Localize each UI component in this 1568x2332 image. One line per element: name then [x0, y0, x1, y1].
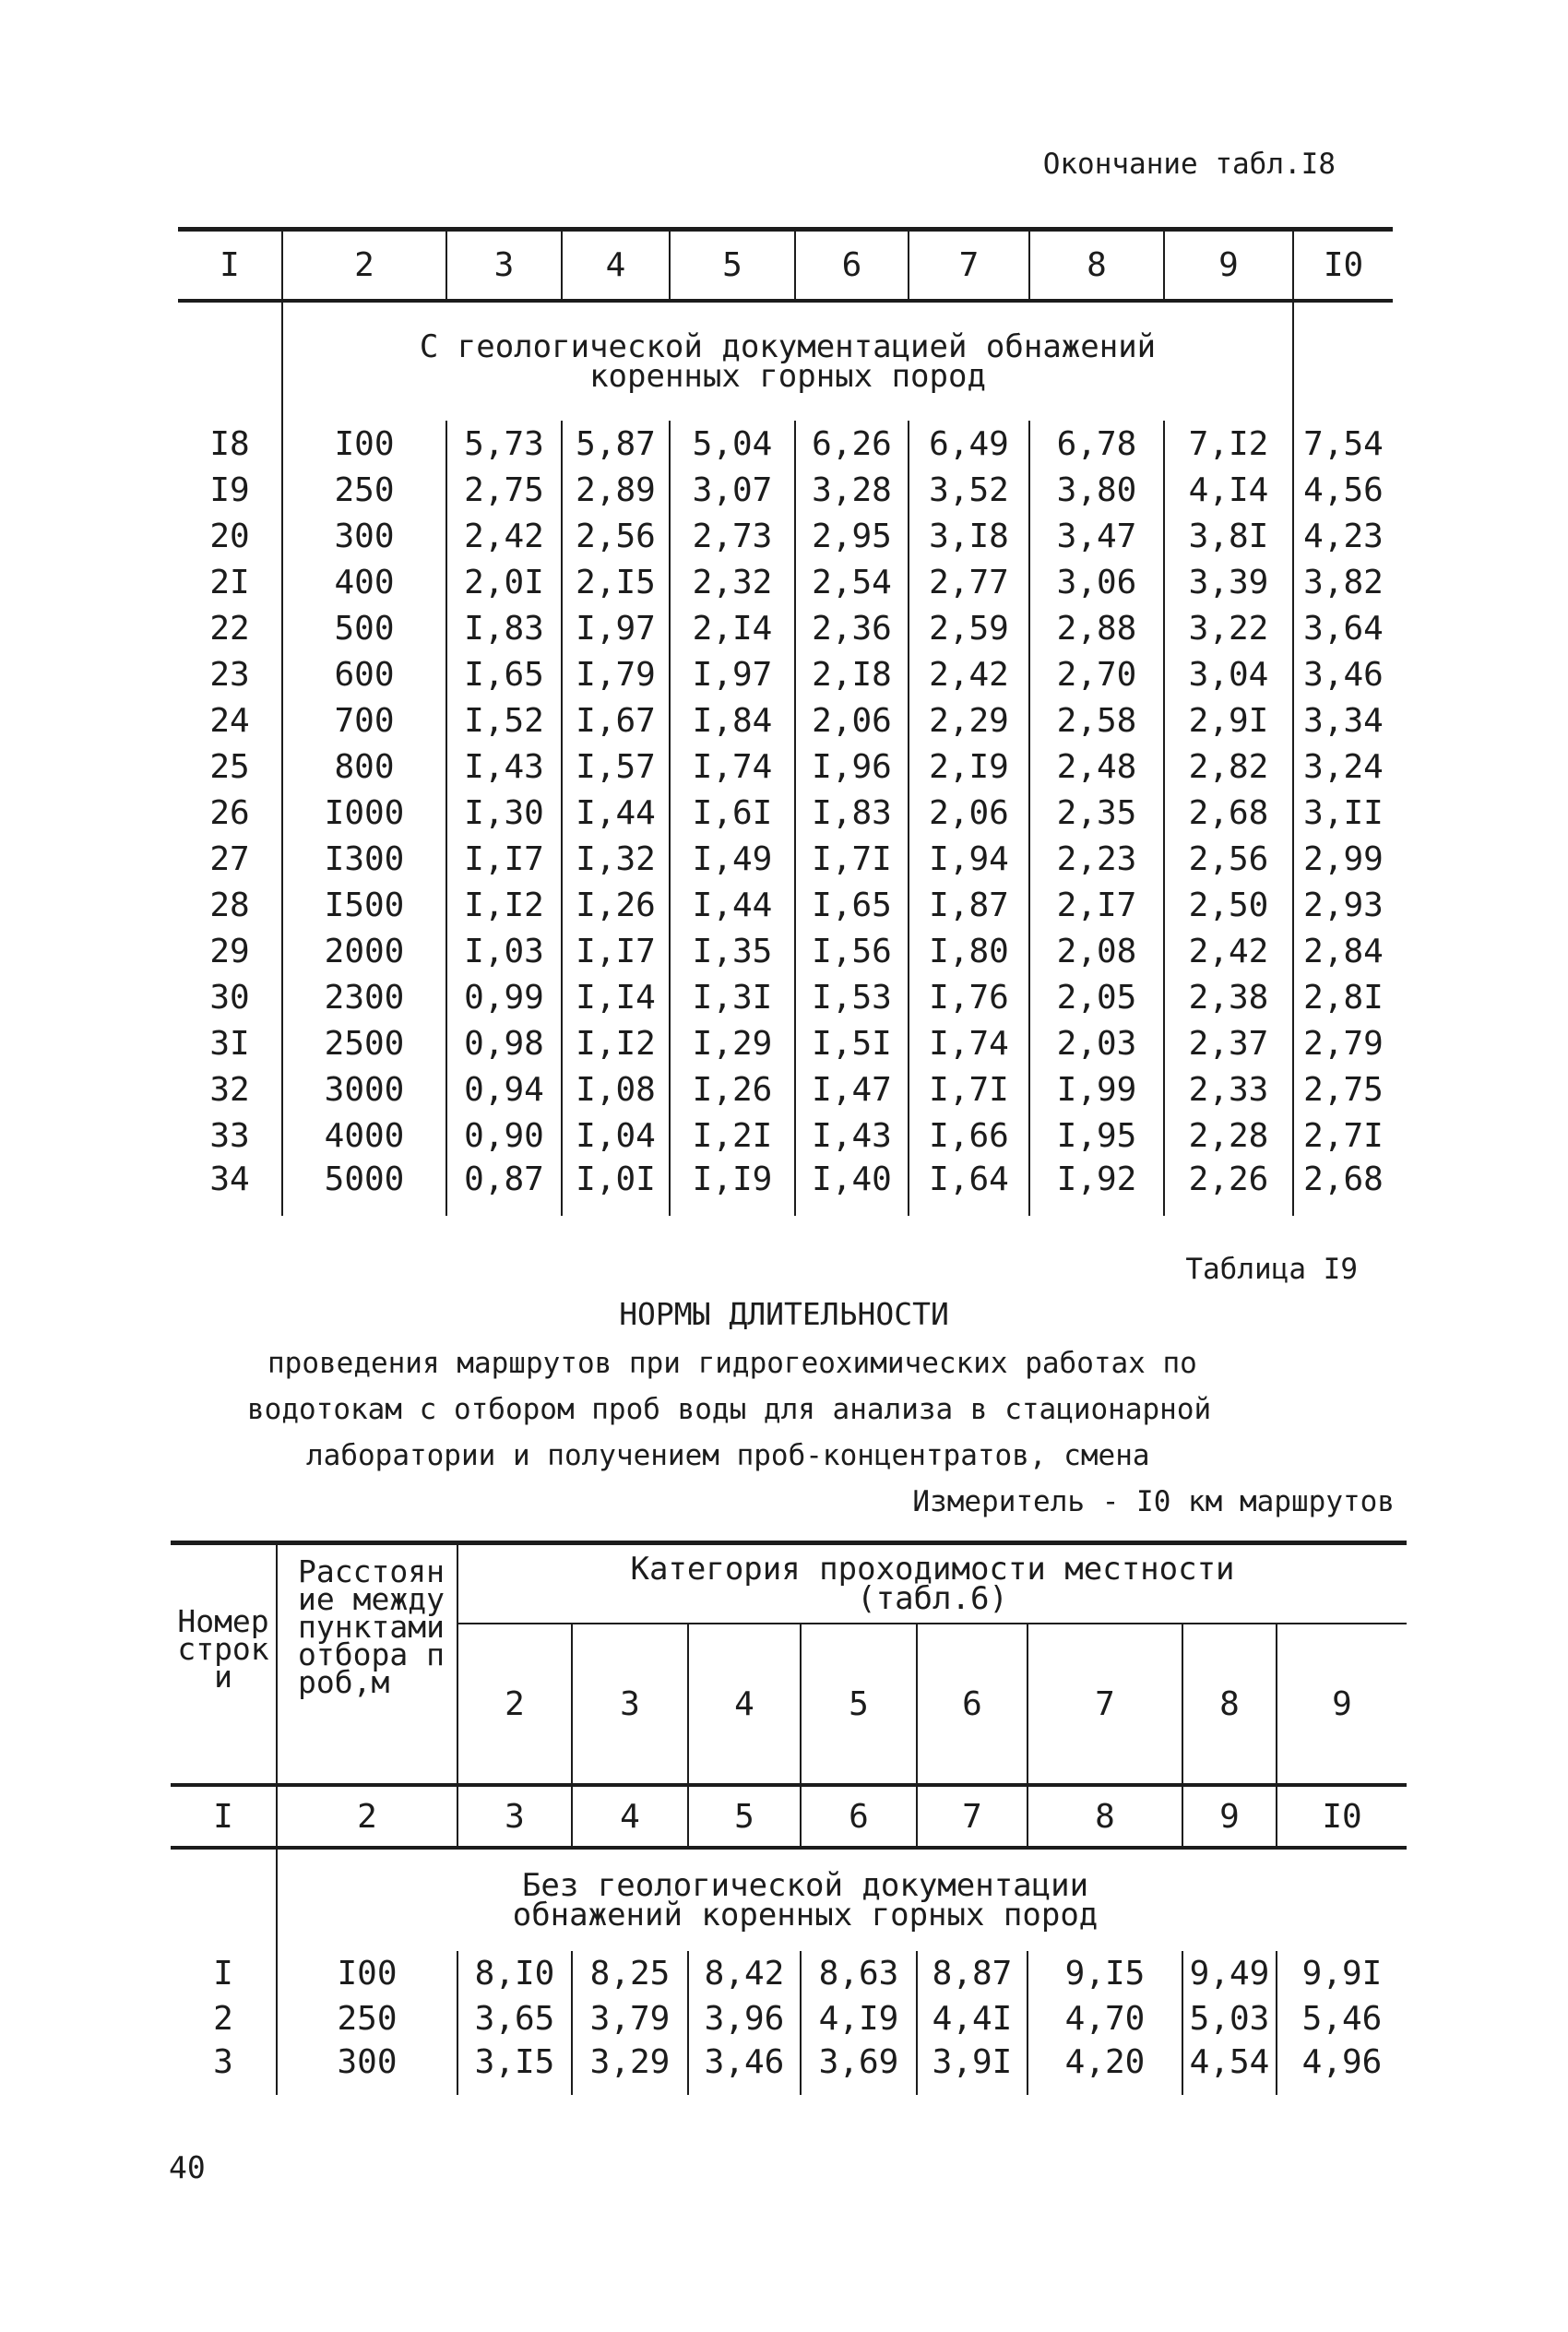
table18-cell: 6,78 — [1029, 421, 1164, 467]
table18-cell: I000 — [282, 790, 446, 836]
table18-cell: I,35 — [670, 928, 795, 974]
table18-cell: I,95 — [1029, 1112, 1164, 1159]
table19-subtitle-line: лаборатории и получением проб-концентратов, смена — [306, 1439, 1150, 1472]
table19-label: Таблица I9 — [1185, 1253, 1358, 1286]
table18-cell: I,49 — [670, 836, 795, 882]
table18-cell: I,65 — [446, 651, 562, 697]
table18-header-cell: 5 — [670, 230, 795, 302]
table18-cell: 5,73 — [446, 421, 562, 467]
table18-cell: 3,24 — [1293, 744, 1393, 790]
table19-category-cell: 9 — [1277, 1624, 1407, 1785]
table19-cell: 8,87 — [917, 1951, 1028, 1996]
table18-cell: 2,89 — [562, 467, 670, 513]
table18-cell: 800 — [282, 744, 446, 790]
table18-cell: 2,7I — [1293, 1112, 1393, 1159]
table18-cell: 0,90 — [446, 1112, 562, 1159]
table19-number-cell: 4 — [572, 1785, 688, 1848]
table18-cell: 3,39 — [1164, 559, 1293, 605]
table18-cell: 2,93 — [1293, 882, 1393, 928]
table18-cell: I,04 — [562, 1112, 670, 1159]
table18-cell: I,I7 — [562, 928, 670, 974]
table18-cell: I,47 — [795, 1066, 909, 1112]
table19-cell: 9,I5 — [1028, 1951, 1182, 1996]
table19-category-cell: 5 — [801, 1624, 917, 1785]
table18 — [178, 227, 1393, 1216]
table18-cell: 2,42 — [1164, 928, 1293, 974]
table18-caption: Окончание табл.I8 — [1042, 148, 1336, 181]
table18-cell: I,87 — [909, 882, 1029, 928]
table18-row — [178, 421, 1393, 467]
table18-cell: 3,28 — [795, 467, 909, 513]
table19-blank-cell — [171, 1848, 277, 1951]
table18-row — [178, 1066, 1393, 1112]
table18-cell: I,53 — [795, 974, 909, 1020]
table19-cell: 8,I0 — [457, 1951, 572, 1996]
table18-cell: 2,33 — [1164, 1066, 1293, 1112]
table19-row — [171, 1951, 1407, 1996]
table18-row — [178, 836, 1393, 882]
table18-cell: 2,36 — [795, 605, 909, 651]
table18-cell: 3,06 — [1029, 559, 1164, 605]
table18-cell: 4,I4 — [1164, 467, 1293, 513]
table18-cell: 5000 — [282, 1159, 446, 1216]
table18-cell: 2,75 — [1293, 1066, 1393, 1112]
table18-cell: I,74 — [909, 1020, 1029, 1066]
table18-cell: I,7I — [909, 1066, 1029, 1112]
table18-cell: 2,48 — [1029, 744, 1164, 790]
table18-cell: 2,37 — [1164, 1020, 1293, 1066]
table19-cell: 4,I9 — [801, 1996, 917, 2041]
table19-section-title: Без геологической документации обнажений коренных горных пород — [277, 1848, 1407, 1951]
table18-cell: 2,68 — [1293, 1159, 1393, 1216]
table18-cell: 2,75 — [446, 467, 562, 513]
table19-number-cell: 3 — [457, 1785, 572, 1848]
table18-cell: 700 — [282, 697, 446, 744]
table18-cell: 3,47 — [1029, 513, 1164, 559]
table19-title: НОРМЫ ДЛИТЕЛЬНОСТИ — [619, 1296, 949, 1332]
table19-subtitle-line: водотокам с отбором проб воды для анализа в стационарной — [247, 1393, 1212, 1426]
table18-cell: I,I7 — [446, 836, 562, 882]
table18-cell: 2,8I — [1293, 974, 1393, 1020]
table18-cell: I,56 — [795, 928, 909, 974]
table18-cell: 25 — [209, 747, 250, 786]
table19-row-number-header: Номер строки — [171, 1543, 277, 1786]
table19-category-header: Категория проходимости местности (табл.6) — [457, 1543, 1407, 1624]
table18-cell: 23 — [209, 655, 250, 694]
table18-row — [178, 651, 1393, 697]
table19-header-row — [171, 1543, 1407, 1624]
table18-cell: 3,64 — [1293, 605, 1393, 651]
table18-cell: 2,29 — [909, 697, 1029, 744]
table18-cell: 600 — [282, 651, 446, 697]
table18-cell: I,08 — [562, 1066, 670, 1112]
table18-row — [178, 605, 1393, 651]
table18-cell: 3,34 — [1293, 697, 1393, 744]
table18-cell: I,83 — [795, 790, 909, 836]
table18-cell: I,3I — [670, 974, 795, 1020]
table18-row — [178, 974, 1393, 1020]
table18-cell: 3,22 — [1164, 605, 1293, 651]
table18-cell: I,57 — [562, 744, 670, 790]
table18-cell: 2,73 — [670, 513, 795, 559]
table19-cell: 250 — [277, 1996, 457, 2041]
table18-cell: I,67 — [562, 697, 670, 744]
table18-cell: 4,56 — [1293, 467, 1393, 513]
table18-section-row — [178, 301, 1393, 421]
table18-cell: 2000 — [282, 928, 446, 974]
table18-cell: 2,42 — [909, 651, 1029, 697]
table18-cell: I500 — [282, 882, 446, 928]
table19-subtitle-line: проведения маршрутов при гидрогеохимических работах по — [267, 1347, 1197, 1380]
table18-cell: 26 — [209, 793, 250, 832]
table18-row — [178, 1112, 1393, 1159]
table19 — [171, 1541, 1407, 2095]
table18-header-cell: I0 — [1293, 230, 1393, 302]
table18-cell: 33 — [209, 1116, 250, 1155]
table18-header-cell: 4 — [562, 230, 670, 302]
table18-cell: I,I9 — [670, 1159, 795, 1216]
table18-cell: 0,98 — [446, 1020, 562, 1066]
table18-cell: I,44 — [562, 790, 670, 836]
table18-cell: 2,35 — [1029, 790, 1164, 836]
table18-cell: I00 — [282, 421, 446, 467]
table18-cell: I,97 — [670, 651, 795, 697]
table18-cell: 300 — [282, 513, 446, 559]
table18-row — [178, 1159, 1393, 1216]
table18-cell: 3I — [209, 1024, 250, 1063]
table18-cell: 6,49 — [909, 421, 1029, 467]
table18-cell: 24 — [209, 701, 250, 740]
table19-cell: 8,42 — [688, 1951, 801, 1996]
table18-cell: 7,54 — [1293, 421, 1393, 467]
table18-cell: 2,50 — [1164, 882, 1293, 928]
table18-cell: I,99 — [1029, 1066, 1164, 1112]
table18-blank-cell — [178, 301, 282, 421]
table19-body — [171, 1951, 1407, 2095]
table18-section-title: С геологической документацией обнажений коренных горных пород — [419, 328, 1157, 395]
table18-cell: 3,8I — [1164, 513, 1293, 559]
table18-cell: I,43 — [446, 744, 562, 790]
table18-cell: 2,38 — [1164, 974, 1293, 1020]
table18-cell: I,I2 — [446, 882, 562, 928]
table18-cell: 2,28 — [1164, 1112, 1293, 1159]
table18-cell: 2,05 — [1029, 974, 1164, 1020]
table18-cell: I,29 — [670, 1020, 795, 1066]
table18-header-cell: 7 — [909, 230, 1029, 302]
table19-number-cell: 9 — [1182, 1785, 1277, 1848]
table18-cell: 6,26 — [795, 421, 909, 467]
table19-cell: 9,49 — [1182, 1951, 1277, 1996]
table18-cell: 30 — [209, 978, 250, 1017]
table18-cell: I,64 — [909, 1159, 1029, 1216]
table18-cell: 0,94 — [446, 1066, 562, 1112]
table18-cell: I,I4 — [562, 974, 670, 1020]
table19-section-row — [171, 1848, 1407, 1951]
table19-cell: 300 — [277, 2041, 457, 2095]
table18-cell: 3,52 — [909, 467, 1029, 513]
table18-cell: I300 — [282, 836, 446, 882]
table19-category-cell: 6 — [917, 1624, 1028, 1785]
table19-number-cell: 5 — [688, 1785, 801, 1848]
table18-cell: I,80 — [909, 928, 1029, 974]
table18-cell: 32 — [209, 1070, 250, 1109]
table19-cell: I00 — [277, 1951, 457, 1996]
table18-cell: I,92 — [1029, 1159, 1164, 1216]
table19-cell: 5,46 — [1277, 1996, 1407, 2041]
table18-cell: 2,56 — [562, 513, 670, 559]
table18-cell: 2,82 — [1164, 744, 1293, 790]
table18-cell: 22 — [209, 609, 250, 648]
table18-cell: I,26 — [562, 882, 670, 928]
table19-number-cell: 7 — [917, 1785, 1028, 1848]
table18-cell: 2,54 — [795, 559, 909, 605]
table18-cell: 3,04 — [1164, 651, 1293, 697]
table19-category-cell: 3 — [572, 1624, 688, 1785]
table18-row — [178, 790, 1393, 836]
table18-row — [178, 882, 1393, 928]
table18-blank-cell — [1293, 301, 1393, 421]
table18-cell: 2,06 — [795, 697, 909, 744]
table18-cell: I,79 — [562, 651, 670, 697]
table18-cell: 3,82 — [1293, 559, 1393, 605]
table18-cell: 2I — [209, 563, 250, 601]
table18-cell: 28 — [209, 886, 250, 924]
table19-cell: 3,9I — [917, 2041, 1028, 2095]
table18-cell: 2,68 — [1164, 790, 1293, 836]
table19-cell: 4,96 — [1277, 2041, 1407, 2095]
table18-cell: 3,80 — [1029, 467, 1164, 513]
table18-cell: 29 — [209, 932, 250, 970]
table18-cell: I,32 — [562, 836, 670, 882]
table18-cell: 34 — [209, 1160, 250, 1198]
table18-cell: 2,99 — [1293, 836, 1393, 882]
table18-cell: 2,58 — [1029, 697, 1164, 744]
table19-number-cell: I0 — [1277, 1785, 1407, 1848]
table18-cell: I,30 — [446, 790, 562, 836]
table19-cell: 8,63 — [801, 1951, 917, 1996]
table18-cell: 2,88 — [1029, 605, 1164, 651]
table18-header-cell: 8 — [1029, 230, 1164, 302]
table19-number-row — [171, 1785, 1407, 1848]
table18-cell: 2,08 — [1029, 928, 1164, 974]
table19-number-cell: I — [171, 1785, 277, 1848]
table18-cell: 400 — [282, 559, 446, 605]
table18-cell: 2,23 — [1029, 836, 1164, 882]
table18-cell: 2,95 — [795, 513, 909, 559]
table18-cell: I,I2 — [562, 1020, 670, 1066]
table18-cell: 2,59 — [909, 605, 1029, 651]
table19-cell: 2 — [213, 2000, 233, 2038]
table18-cell: I,74 — [670, 744, 795, 790]
table18-body — [178, 421, 1393, 1216]
table19-cell: 3,69 — [801, 2041, 917, 2095]
table18-cell: 2,79 — [1293, 1020, 1393, 1066]
table18-cell: 3,I8 — [909, 513, 1029, 559]
table18-cell: 4000 — [282, 1112, 446, 1159]
table18-row — [178, 559, 1393, 605]
table18-header-cell: 9 — [1164, 230, 1293, 302]
table18-cell: I,5I — [795, 1020, 909, 1066]
table18-cell: I,76 — [909, 974, 1029, 1020]
table18-cell: I,83 — [446, 605, 562, 651]
table18-cell: I,65 — [795, 882, 909, 928]
table18-cell: 2300 — [282, 974, 446, 1020]
table18-cell: 3,07 — [670, 467, 795, 513]
table18-cell: 2,26 — [1164, 1159, 1293, 1216]
table18-row — [178, 928, 1393, 974]
table18-cell: 20 — [209, 517, 250, 555]
table18-row — [178, 697, 1393, 744]
table18-cell: 2,84 — [1293, 928, 1393, 974]
table18-cell: 0,87 — [446, 1159, 562, 1216]
table18-cell: I,84 — [670, 697, 795, 744]
table18-header-cell: 2 — [282, 230, 446, 302]
table18-cell: I,97 — [562, 605, 670, 651]
table18-cell: I,0I — [562, 1159, 670, 1216]
table18-cell: I,66 — [909, 1112, 1029, 1159]
table19-cell: 3,65 — [457, 1996, 572, 2041]
table18-cell: 2,03 — [1029, 1020, 1164, 1066]
table18-cell: 2,I7 — [1029, 882, 1164, 928]
table18-header-cell: I — [178, 230, 282, 302]
table18-cell: 250 — [282, 467, 446, 513]
table19-cell: 3,46 — [688, 2041, 801, 2095]
table18-cell: I,52 — [446, 697, 562, 744]
table19-row — [171, 2041, 1407, 2095]
table19-distance-header: Расстояние между пунктами отбора проб,м — [277, 1543, 457, 1786]
table18-cell: 2,I4 — [670, 605, 795, 651]
table18-cell: 3000 — [282, 1066, 446, 1112]
table19-cell: 3,79 — [572, 1996, 688, 2041]
table19-number-cell: 8 — [1028, 1785, 1182, 1848]
table18-row — [178, 467, 1393, 513]
table18-cell: I,03 — [446, 928, 562, 974]
table18-cell: 2,32 — [670, 559, 795, 605]
table18-cell: 2,I8 — [795, 651, 909, 697]
page-number: 40 — [169, 2149, 206, 2185]
table19-cell: 3 — [213, 2043, 233, 2081]
table18-row — [178, 1020, 1393, 1066]
table19-cell: 4,20 — [1028, 2041, 1182, 2095]
table19-cell: 3,I5 — [457, 2041, 572, 2095]
table19-cell: 4,70 — [1028, 1996, 1182, 2041]
table19-cell: I — [213, 1955, 233, 1993]
table18-cell: I,40 — [795, 1159, 909, 1216]
table18-cell: 5,04 — [670, 421, 795, 467]
table18-cell: 5,87 — [562, 421, 670, 467]
table19-category-cell: 8 — [1182, 1624, 1277, 1785]
table18-cell: 2,56 — [1164, 836, 1293, 882]
table19-cell: 4,4I — [917, 1996, 1028, 2041]
table18-cell: 2500 — [282, 1020, 446, 1066]
table19-cell: 3,29 — [572, 2041, 688, 2095]
table18-cell: I,96 — [795, 744, 909, 790]
table18-cell: 2,9I — [1164, 697, 1293, 744]
table18-cell: 2,0I — [446, 559, 562, 605]
table18-cell: 2,I9 — [909, 744, 1029, 790]
table19-unit: Измеритель - I0 км маршрутов — [912, 1485, 1395, 1518]
table18-cell: I,6I — [670, 790, 795, 836]
table18-cell: I,43 — [795, 1112, 909, 1159]
table19-category-cell: 2 — [457, 1624, 572, 1785]
table18-row — [178, 744, 1393, 790]
table18-cell: I,7I — [795, 836, 909, 882]
table19-number-cell: 2 — [277, 1785, 457, 1848]
table18-cell: I8 — [209, 424, 250, 463]
table18-cell: 500 — [282, 605, 446, 651]
table19-cell: 9,9I — [1277, 1951, 1407, 1996]
table19-row — [171, 1996, 1407, 2041]
table18-cell: 3,II — [1293, 790, 1393, 836]
table18-cell: I9 — [209, 470, 250, 509]
table18-cell: I,44 — [670, 882, 795, 928]
table18-row — [178, 513, 1393, 559]
table18-cell: 2,77 — [909, 559, 1029, 605]
table19-cell: 3,96 — [688, 1996, 801, 2041]
table19-number-cell: 6 — [801, 1785, 917, 1848]
table19-category-cell: 7 — [1028, 1624, 1182, 1785]
table18-header-cell: 6 — [795, 230, 909, 302]
table18-header-cell: 3 — [446, 230, 562, 302]
table18-cell: 2,I5 — [562, 559, 670, 605]
table18-cell: 2,70 — [1029, 651, 1164, 697]
table18-cell: 0,99 — [446, 974, 562, 1020]
table18-cell: 27 — [209, 839, 250, 878]
table19-category-cell: 4 — [688, 1624, 801, 1785]
table18-cell: 3,46 — [1293, 651, 1393, 697]
table18-cell: 4,23 — [1293, 513, 1393, 559]
table18-cell: 7,I2 — [1164, 421, 1293, 467]
table18-cell: I,2I — [670, 1112, 795, 1159]
table18-cell: 2,42 — [446, 513, 562, 559]
table18-cell: I,26 — [670, 1066, 795, 1112]
table19-cell: 8,25 — [572, 1951, 688, 1996]
table18-header-row — [178, 230, 1393, 302]
table18-cell: 2,06 — [909, 790, 1029, 836]
table19-cell: 4,54 — [1182, 2041, 1277, 2095]
table18-cell: I,94 — [909, 836, 1029, 882]
table19-cell: 5,03 — [1182, 1996, 1277, 2041]
